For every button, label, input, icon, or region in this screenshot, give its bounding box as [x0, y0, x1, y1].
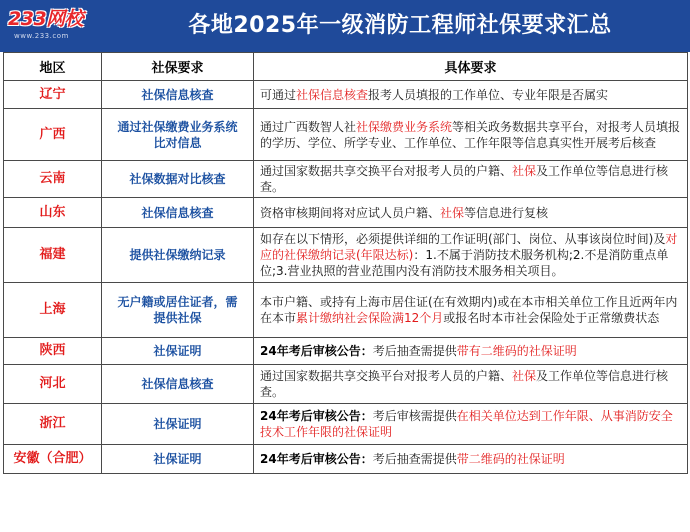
brand-logo: [8, 8, 108, 46]
detail-text: 资格审核期间将对应试人员户籍、: [260, 205, 441, 220]
requirement-cell: 社保证明: [102, 445, 254, 474]
detail-cell: [254, 283, 688, 338]
region-cell: 福建: [4, 228, 102, 283]
highlight-text: 带有二维码的社保证明: [456, 344, 577, 358]
table-row: [4, 365, 688, 404]
region-cell: 陕西: [4, 338, 102, 365]
table-row: [4, 445, 688, 474]
detail-cell: [254, 365, 688, 404]
table-row: [4, 228, 688, 283]
table-row: [4, 198, 688, 228]
detail-cell: [254, 338, 688, 365]
requirement-cell: 社保证明: [102, 338, 254, 365]
highlight-text: 社保: [440, 205, 465, 220]
detail-text: 本市户籍、或持有上海市居住证(在有效期内)或在本市相关单位工作且近两年内在本市: [260, 295, 678, 325]
requirement-cell: 社保数据对比核查: [102, 161, 254, 198]
detail-cell: [254, 81, 688, 109]
page-title: 各地2025年一级消防工程师社保要求汇总: [188, 13, 612, 38]
detail-cell: [254, 404, 688, 445]
table-row: [4, 161, 688, 198]
column-header-requirement: 社保要求: [102, 53, 254, 81]
notice-label: 24年考后审核公告：: [260, 452, 373, 466]
highlight-text: 社保信息核查: [296, 87, 369, 102]
detail-text: 或报名时本市社会保险处于正常缴费状态: [443, 311, 660, 325]
region-cell: 云南: [4, 161, 102, 198]
detail-text: 报考人员填报的工作单位、专业年限是否属实: [368, 87, 609, 102]
requirement-cell: 通过社保缴费业务系统比对信息: [102, 109, 254, 161]
table-row: [4, 283, 688, 338]
detail-text: 考后审核需提供: [372, 409, 457, 423]
highlight-text: 累计缴纳社会保险满12个月: [296, 311, 444, 325]
detail-text: 考后抽查需提供: [372, 344, 457, 358]
table-body: [4, 81, 688, 474]
detail-text: 考后抽查需提供: [372, 452, 457, 466]
region-cell: 上海: [4, 283, 102, 338]
region-cell: 河北: [4, 365, 102, 404]
requirement-cell: 社保信息核查: [102, 365, 254, 404]
header-banner: [0, 0, 690, 52]
highlight-text: 带二维码的社保证明: [456, 452, 565, 466]
detail-text: 及工作单位等信息进行核查。: [260, 369, 669, 399]
highlight-text: 对应的社保缴纳记录(年限达标): [260, 232, 678, 262]
region-cell: 浙江: [4, 404, 102, 445]
requirement-cell: 社保证明: [102, 404, 254, 445]
logo-subtext: www.233.com: [14, 32, 69, 40]
detail-text: 可通过: [260, 87, 297, 102]
detail-cell: [254, 109, 688, 161]
detail-cell: [254, 161, 688, 198]
highlight-text: 社保: [512, 164, 537, 178]
requirement-cell: 提供社保缴纳记录: [102, 228, 254, 283]
logo-text: 233网校: [8, 8, 84, 30]
highlight-text: 在相关单位达到工作年限、从事消防安全技术工作年限的社保证明: [260, 409, 673, 439]
table-header-row: [4, 53, 688, 81]
detail-cell: [254, 198, 688, 228]
detail-text: 通过国家数据共享交换平台对报考人员的户籍、: [260, 164, 513, 178]
table-row: [4, 81, 688, 109]
requirement-cell: 无户籍或居住证者，需提供社保: [102, 283, 254, 338]
highlight-text: 社保: [512, 369, 537, 383]
requirement-cell: 社保信息核查: [102, 81, 254, 109]
region-cell: 辽宁: [4, 81, 102, 109]
table-row: [4, 109, 688, 161]
detail-text: 通过广西数智人社: [260, 119, 357, 134]
notice-label: 24年考后审核公告：: [260, 344, 373, 358]
detail-text: ：1.不属于消防技术服务机构;2.不是消防重点单位;3.营业执照的营业范围内没有消防技术服务相关项目。: [260, 248, 669, 278]
detail-cell: [254, 228, 688, 283]
detail-text: 及工作单位等信息进行核查。: [260, 164, 669, 194]
detail-text: 等相关政务数据共享平台，对报考人员填报的学历、学位、所学专业、工作单位、工作年限等信息真实性开展考后核查: [260, 119, 681, 150]
notice-label: 24年考后审核公告：: [260, 409, 373, 423]
detail-text: 等信息进行复核: [464, 205, 549, 220]
requirement-cell: 社保信息核查: [102, 198, 254, 228]
table-row: [4, 404, 688, 445]
column-header-region: 地区: [4, 53, 102, 81]
detail-text: 如存在以下情形，必须提供详细的工作证明(部门、岗位、从事该岗位时间)及: [260, 232, 666, 246]
detail-cell: [254, 445, 688, 474]
region-cell: 安徽（合肥）: [4, 445, 102, 474]
highlight-text: 社保缴费业务系统: [356, 119, 453, 134]
table-row: [4, 338, 688, 365]
region-cell: 山东: [4, 198, 102, 228]
social-security-table: [3, 52, 688, 474]
detail-text: 通过国家数据共享交换平台对报考人员的户籍、: [260, 369, 513, 383]
column-header-detail: 具体要求: [254, 53, 688, 81]
region-cell: 广西: [4, 109, 102, 161]
